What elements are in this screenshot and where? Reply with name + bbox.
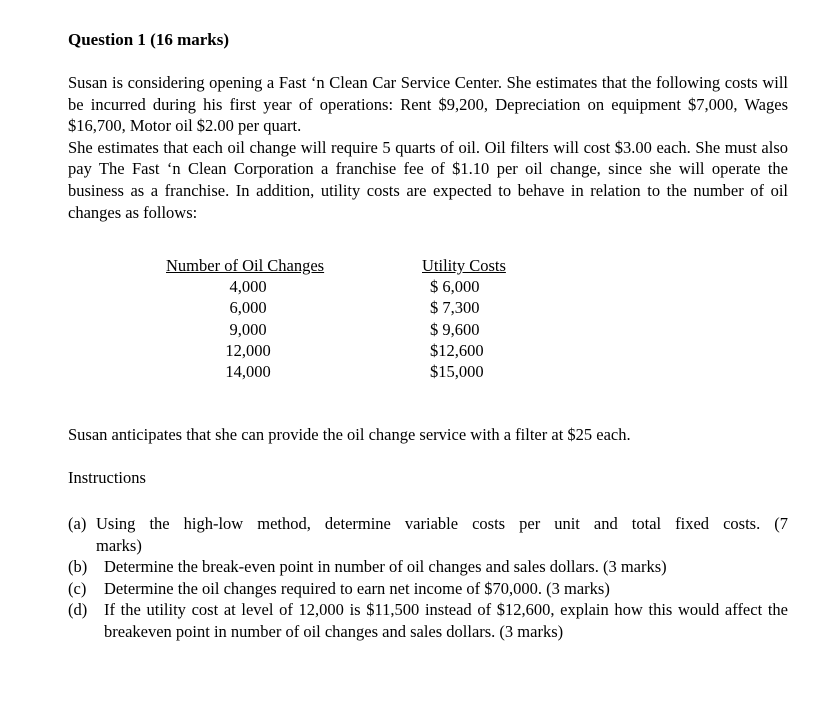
- question-title: Question 1 (16 marks): [68, 30, 230, 49]
- list-marker: (b): [68, 557, 88, 577]
- utility-cost-cell: $ 9,600: [430, 319, 480, 339]
- intro-paragraph-1: Susan is considering opening a Fast ‘n Clean Car Service Center. She estimates that the following costs will be incurred during his first year of operations: Rent $9,200, Depreciation on equipment $7,000, Wages $16,700, Motor oil $2.00 per quart.: [68, 73, 788, 136]
- instructions-heading: Instructions: [68, 468, 146, 487]
- utility-cost-cell: $15,000: [430, 362, 484, 382]
- oil-changes-cell: 4,000: [229, 277, 267, 297]
- list-item-text: [96, 513, 788, 556]
- instructions-list: [68, 513, 788, 643]
- utility-cost-cell: $ 6,000: [430, 277, 480, 297]
- utility-cost-cell: $ 7,300: [430, 298, 480, 318]
- list-item-text-line-1: Using the high-low method, determine variable costs per unit and total fixed costs. (7: [96, 514, 788, 533]
- list-item: [68, 599, 788, 642]
- list-item-text: Determine the oil changes required to earn net income of $70,000. (3 marks): [104, 578, 610, 598]
- utility-costs-header: Utility Costs: [422, 256, 506, 275]
- list-item: [68, 556, 788, 578]
- utility-cost-cell: $12,600: [430, 340, 484, 360]
- list-item-text: If the utility cost at level of 12,000 is $11,500 instead of $12,600, explain how this would affect the breakeven point in number of oil changes and sales dollars. (3 marks): [104, 600, 788, 641]
- list-marker: (c): [68, 578, 87, 598]
- anticipation-text: Susan anticipates that she can provide the oil change service with a filter at $25 each.: [68, 425, 631, 444]
- list-item: [68, 513, 788, 556]
- list-item: [68, 578, 788, 600]
- list-marker: (a): [68, 514, 87, 533]
- oil-changes-cell: 12,000: [225, 340, 271, 360]
- oil-changes-cell: 6,000: [229, 298, 267, 318]
- intro-text: [68, 72, 788, 223]
- utility-costs-column: [422, 255, 520, 382]
- oil-changes-column: [166, 255, 350, 382]
- oil-changes-cell: 9,000: [229, 319, 267, 339]
- intro-paragraph-2: She estimates that each oil change will require 5 quarts of oil. Oil filters will cost $3.00 each. She must also pay The Fast ‘n Clean Corporation a franchise fee of $1.10 per oil change, since she will operate the business as a franchise. In addition, utility costs are expected to behave in relation to the number of oil changes as follows:: [68, 137, 788, 222]
- list-item-text-line-2: marks): [96, 535, 142, 555]
- oil-changes-header: Number of Oil Changes: [166, 256, 325, 275]
- oil-changes-cell: 14,000: [225, 362, 271, 382]
- list-marker: (d): [68, 600, 88, 620]
- list-item-text: Determine the break-even point in number of oil changes and sales dollars. (3 marks): [104, 557, 667, 577]
